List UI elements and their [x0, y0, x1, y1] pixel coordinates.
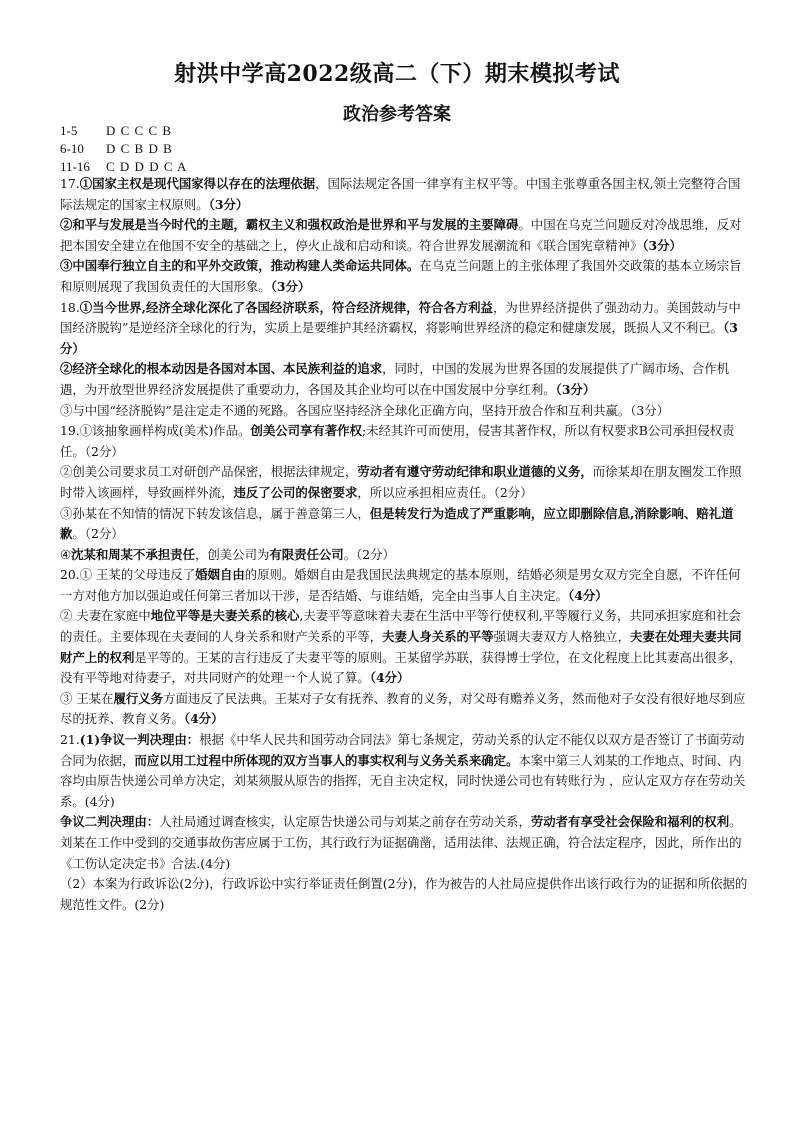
q21-point-3: （2）本案为行政诉讼(2分)，行政诉讼中实行举证责任倒置(2分)，作为被告的人社局应提供作出该行政行为的证据和所依据的规范性文件。(2分) [60, 876, 748, 912]
q19-point-1: 19.①该抽象画样构成(美术)作品。创美公司享有著作权;未经其许可而使用，侵害其著作权，所以有权要求B公司承担侵权责任。（2分） [60, 423, 735, 459]
q17-point-2: ②和平与发展是当今时代的主题，霸权主义和强权政治是世界和平与发展的主要障碍。中国在乌克兰问题反对冷战思维，反对把本国安全建立在他国不安全的基础之上，停火止战和启动和谈。符合世界发展潮流和《联合国宪章精神》（3分） [60, 217, 742, 253]
q19-point-4: ④沈某和周某不承担责任，创美公司为有限责任公司。（2分） [60, 546, 395, 562]
q18-point-1: 18.①当今世界,经济全球化深化了各国经济联系，符合经济规律，符合各方利益，为世界经济提供了强劲动力。美国鼓动与中国经济脱钩”是逆经济全球化的行为，实质上是要维护其经济霸权，将影响世界经济的稳定和健康发展，既损人又不利已。（3分） [60, 299, 741, 356]
choice-range: 1-5 [60, 123, 78, 138]
choice-row [60, 122, 187, 140]
q20-point-3: ③ 王某在履行义务方面违反了民法典。王某对子女有抚养、教育的义务，对父母有赡养义务，然而他对子女没有很好地尽到应尽的抚养、教育义务。（4分） [60, 690, 746, 727]
q21-point-1: 21.(1)争议一判决理由：根据《中华人民共和国劳动合同法》第七条规定，劳动关系的认定不能仅以双方是否签订了书面劳动合同为依据，而应以用工过程中所体现的双方当事人的事实权利与义务关系来确定。本案中第三人刘某的工作地点、时间、内容均由原告快递公司单方决定，刘某须服从原告的指挥，无自主决定权，同时快递公司也有转账行为 ，应认定双方存在劳动关系。(4分) [60, 732, 746, 809]
q17-point-1: 17.①国家主权是现代国家得以存在的法理依据，国际法规定各国一律享有主权平等。中国主张尊重各国主权,领土完整符合国际法规定的国家主权原则。（3分） [60, 176, 741, 212]
choice-range: 11-16 [60, 159, 90, 174]
choice-answer-letters: C D D D C A [106, 159, 188, 174]
choice-range: 6-10 [60, 141, 84, 156]
q20-point-1: 20.① 王某的父母违反了婚姻自由的原则。婚姻自由是我国民法典规定的基本原则，结婚必须是男女双方完全自愿，不许任何一方对他方加以强迫或任何第三者加以干涉，是否结婚、与谁结婚，完全由当事人自主决定。（4分） [60, 567, 741, 603]
answer-body [60, 174, 750, 915]
choice-answers [60, 122, 187, 176]
q18-point-3: ③与中国“经济脱钩”是注定走不通的死路。各国应坚持经济全球化正确方向，坚持开放合作和互利共赢。（3分） [60, 402, 670, 418]
q19-point-3: ③孙某在不知情的情况下转发该信息，属于善意第三人，但是转发行为造成了严重影响，应立即删除信息,消除影响、赔礼道歉。（2分） [60, 505, 734, 542]
q21-point-2: 争议二判决理由：人社局通过调查核实，认定原告快递公司与刘某之前存在劳动关系，劳动者有享受社会保险和福利的权利。刘某在工作中受到的交通事故伤害应属于工伤，其行政行为证据确凿，适用法律、法规正确，符合法定程序，因此，所作出的《工伤认定决定书》合法.(4分) [60, 814, 742, 871]
choice-row [60, 140, 187, 158]
q20-point-2: ② 夫妻在家庭中地位平等是夫妻关系的核心,夫妻平等意味着夫妻在生活中平等行使权利,平等履行义务，共同承担家庭和社会的责任。主要体现在夫妻间的人身关系和财产关系的平等，夫妻人身关系的平等强调夫妻双方人格独立，夫妻在处理夫妻共同财产上的权利是平等的。王某的言行违反了夫妻平等的原则。王某留学苏联，获得博士学位，在文化程度上比其妻高出很多，没有平等地对待妻子，对共同财产的处理一个人说了算。（4分） [60, 608, 742, 686]
q18-point-2: ②经济全球化的根本动因是各国对本国、本民族利益的追求，同时，中国的发展为世界各国的发展提供了广阔市场、合作机遇，为开放型世界经济发展提供了重要动力，各国及其企业均可以在中国发展中分享红利。（3分） [60, 361, 730, 397]
q17-point-3: ③中国奉行独立自主的和平外交政策，推动构建人类命运共同体。在乌克兰问题上的主张体理了我国外交政策的基本立场宗旨和原则展现了我国负责任的大国形象。（3分） [60, 258, 742, 294]
answer-subtitle: 政治参考答案 [343, 104, 451, 125]
q19-point-2: ②创美公司要求员工对研创产品保密，根据法律规定，劳动者有遵守劳动纪律和职业道德的义务，而徐某却在朋友圈发工作照时带入该画样，导致画样外流，违反了公司的保密要求，所以应承担相应责任。（2分） [60, 464, 742, 500]
choice-answer-letters: D C B D B [106, 141, 173, 156]
choice-answer-letters: D C C C B [106, 123, 173, 138]
exam-title: 射洪中学高2022级高二（下）期末模拟考试 [174, 61, 620, 87]
